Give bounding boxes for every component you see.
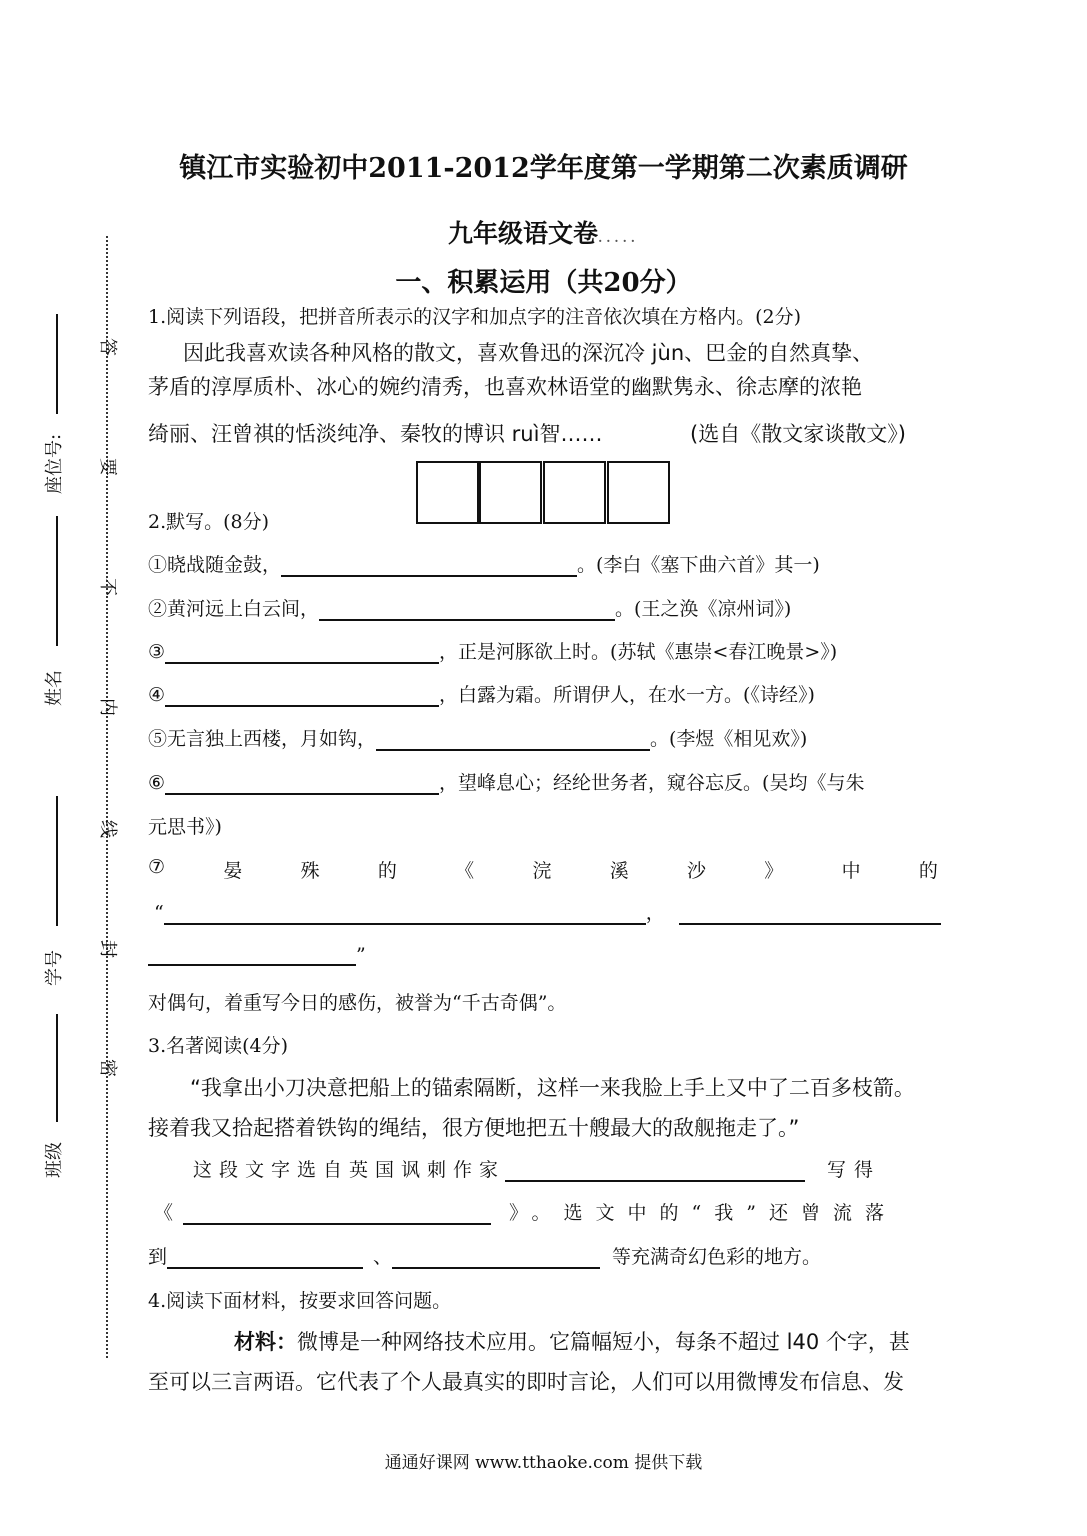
- section-heading: 一、积累运用（共20分）: [395, 268, 692, 298]
- q3-quote-line2: 接着我又拾起搭着铁钩的绳结，很方便地把五十艘最大的敌舰拖走了。”: [148, 1116, 800, 1140]
- q2-item-6: ⑥ ，望峰息心；经纶世务者，窥谷忘反。(吴均《与朱: [148, 772, 865, 794]
- q1-passage-line2: 茅盾的淳厚质朴、冰心的婉约清秀，也喜欢林语堂的幽默隽永、徐志摩的浓艳: [148, 375, 862, 399]
- answer-box-2[interactable]: [479, 461, 542, 524]
- answer-box-1[interactable]: [416, 461, 479, 524]
- q2-item-2: ②黄河远上白云间， 。(王之涣《凉州词》): [148, 598, 792, 620]
- q1-prompt: 1.阅读下列语段，把拼音所表示的汉字和加点字的注音依次填在方格内。(2分): [148, 306, 802, 328]
- q3-quote-line1: “我拿出小刀决意把船上的锚索隔断，这样一来我脸上手上又中了二百多枝箭。: [190, 1076, 915, 1100]
- subtitle-text: 九年级语文卷: [448, 219, 599, 248]
- class-label: 班级: [44, 1142, 65, 1178]
- binding-char: 内: [97, 698, 118, 716]
- blank-line[interactable]: [679, 901, 941, 925]
- answer-box-4[interactable]: [607, 461, 670, 524]
- binding-char: 封: [97, 940, 118, 958]
- name-label: 姓名: [44, 670, 65, 706]
- class-field-line: [56, 1014, 58, 1122]
- blank-line[interactable]: [319, 597, 615, 621]
- q4-prompt: 4.阅读下面材料，按要求回答问题。: [148, 1290, 452, 1312]
- binding-char: 答: [97, 338, 118, 356]
- q2-item-7-line3: ”: [148, 942, 366, 966]
- q3-prompt: 3.名著阅读(4分): [148, 1035, 289, 1057]
- blank-line[interactable]: [505, 1158, 805, 1182]
- blank-line[interactable]: [148, 942, 356, 966]
- binding-char: 不: [97, 578, 118, 596]
- q2-item-3: ③ ，正是河豚欲上时。(苏轼《惠崇<春江晚景>》): [148, 641, 838, 663]
- q1-passage-line3: 绮丽、汪曾祺的恬淡纯净、秦牧的博识 ruì智……: [148, 422, 603, 446]
- seat-label: 座位号:: [44, 433, 65, 494]
- q1-passage-line1: 因此我喜欢读各种风格的散文，喜欢鲁迅的深沉冷 jùn、巴金的自然真挚、: [183, 341, 874, 365]
- q2-prompt: 2.默写。(8分): [148, 511, 270, 533]
- page-footer: 通通好课网 www.tthaoke.com 提供下载: [384, 1453, 703, 1473]
- q4-material-line1: 材料：微博是一种网络技术应用。它篇幅短小，每条不超过 l40 个字，甚: [234, 1330, 910, 1354]
- q4-material-line2: 至可以三言两语。它代表了个人最真实的即时言论，人们可以用微博发布信息、发: [148, 1370, 904, 1394]
- blank-line[interactable]: [281, 553, 577, 577]
- blank-line[interactable]: [165, 683, 439, 707]
- blank-line[interactable]: [183, 1201, 491, 1225]
- subtitle-dots: .....: [598, 231, 639, 245]
- blank-line[interactable]: [376, 727, 650, 751]
- blank-line[interactable]: [167, 1245, 363, 1269]
- blank-line[interactable]: [165, 771, 439, 795]
- q2-item-7-tail: 对偶句，着重写今日的感伤，被誉为“千古奇偶”。: [148, 992, 567, 1014]
- q2-item-7-line2: “ ，: [154, 898, 941, 925]
- answer-box-3[interactable]: [543, 461, 606, 524]
- q3-question-line1: 这段文字选自英国讽刺作家 写得: [193, 1159, 882, 1181]
- page-title: 镇江市实验初中2011-2012学年度第一学期第二次素质调研: [179, 153, 908, 184]
- seat-field-line: [56, 314, 58, 414]
- q2-item-1: ①晓战随金鼓， 。(李白《塞下曲六首》其一): [148, 554, 820, 576]
- binding-char: 线: [97, 820, 118, 838]
- q3-question-line2: 《 》。选文中的“我”还曾流落: [154, 1202, 897, 1224]
- binding-char: 密: [97, 1059, 118, 1077]
- q2-item-5: ⑤无言独上西楼，月如钩， 。(李煜《相见欢》): [148, 728, 808, 750]
- blank-line[interactable]: [392, 1245, 600, 1269]
- page-subtitle: [0, 214, 1087, 250]
- q2-item-4: ④ ，白露为霜。所谓伊人，在水一方。(《诗经》): [148, 684, 815, 706]
- student-no-label: 学号: [44, 950, 65, 986]
- blank-line[interactable]: [165, 640, 439, 664]
- student-no-field-line: [56, 796, 58, 926]
- binding-dotted-line: [106, 236, 108, 1358]
- q2-item-7: ⑦ 晏 殊 的 《 浣 溪 沙 》 中 的: [148, 856, 938, 882]
- name-field-line: [56, 516, 58, 646]
- q2-item-6-cont: 元思书》): [148, 816, 222, 838]
- binding-char: 要: [97, 458, 118, 476]
- q1-source: (选自《散文家谈散文》): [690, 422, 906, 446]
- blank-line[interactable]: [164, 901, 646, 925]
- q3-question-line3: 到 、 等充满奇幻色彩的地方。: [148, 1246, 822, 1268]
